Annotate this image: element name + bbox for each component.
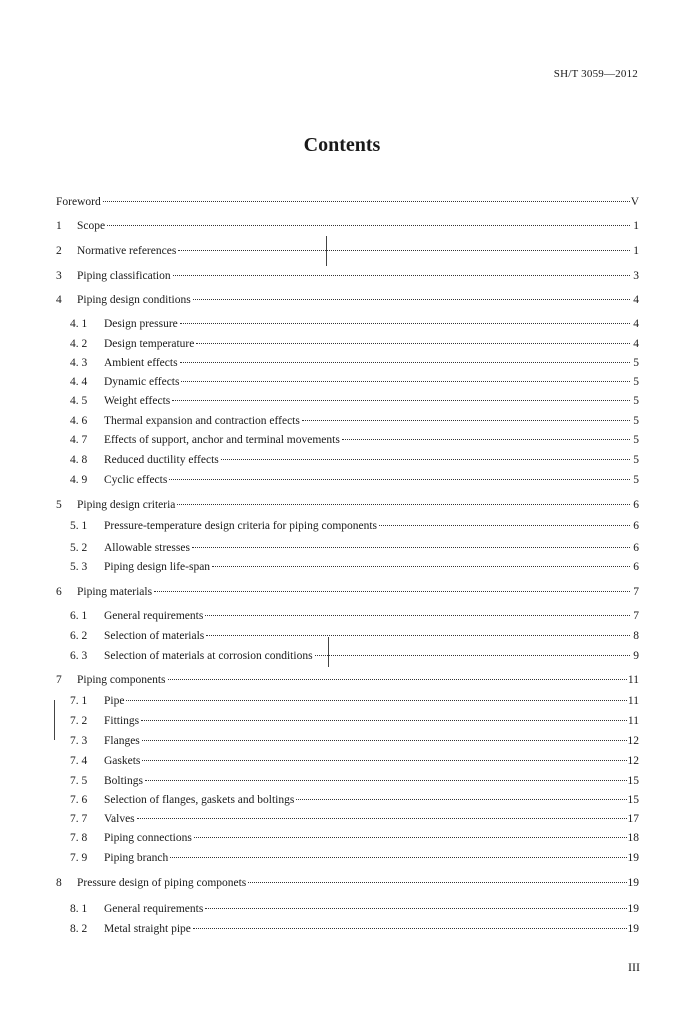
toc-entry-page: 3: [633, 270, 639, 282]
toc-entry-label: Piping design life-span: [104, 561, 211, 573]
toc-entry-page: 6: [633, 542, 639, 554]
toc-entry-page: 5: [633, 415, 639, 427]
dot-leader: [103, 201, 630, 202]
toc-entry-number: 6. 3: [70, 650, 88, 662]
toc-entry-page: 8: [633, 630, 639, 642]
toc-entry[interactable]: [70, 850, 639, 866]
toc-entry-label: Piping design conditions: [77, 294, 191, 306]
toc-entry-page: 5: [633, 474, 639, 486]
dot-leader: [205, 615, 630, 616]
toc-entry-number: 6. 2: [70, 630, 88, 642]
toc-entry[interactable]: [56, 268, 639, 284]
toc-entry-page: 1: [633, 220, 639, 232]
toc-entry-page: 6: [633, 561, 639, 573]
toc-entry-number: 7. 4: [70, 755, 88, 767]
toc-entry-label: Boltings: [104, 775, 143, 787]
toc-entry[interactable]: [70, 693, 639, 709]
toc-entry-label: Pipe: [104, 695, 125, 707]
toc-entry[interactable]: [56, 218, 639, 234]
toc-entry[interactable]: [70, 773, 639, 789]
toc-entry[interactable]: [70, 518, 639, 534]
toc-entry-page: 18: [627, 832, 639, 844]
toc-entry-page: 19: [627, 903, 639, 915]
toc-entry-page: 4: [633, 318, 639, 330]
toc-entry-number: 7. 1: [70, 695, 88, 707]
toc-entry-number: 7. 8: [70, 832, 88, 844]
dot-leader: [296, 799, 626, 800]
dot-leader: [180, 323, 630, 324]
dot-leader: [302, 420, 630, 421]
toc-entry-page: 19: [627, 877, 639, 889]
toc-entry[interactable]: [56, 672, 639, 688]
toc-entry-page: 19: [627, 923, 639, 935]
toc-entry-label: Valves: [104, 813, 135, 825]
toc-entry[interactable]: [70, 472, 639, 488]
toc-entry-page: 11: [627, 695, 639, 707]
toc-entry-page: 11: [627, 715, 639, 727]
toc-entry[interactable]: [56, 194, 639, 210]
dot-leader: [193, 299, 630, 300]
toc-entry-page: 11: [627, 674, 639, 686]
toc-entry[interactable]: [70, 608, 639, 624]
toc-entry-number: 7. 6: [70, 794, 88, 806]
toc-entry[interactable]: [70, 316, 639, 332]
toc-entry-label: Piping design criteria: [77, 499, 176, 511]
dot-leader: [196, 343, 630, 344]
page-title: Contents: [303, 134, 381, 156]
dot-leader: [141, 720, 627, 721]
dot-leader: [193, 928, 627, 929]
page-folio: III: [628, 960, 640, 974]
dot-leader: [315, 655, 630, 656]
toc-entry-label: Pressure design of piping componets: [77, 877, 247, 889]
toc-entry-label: Normative references: [77, 245, 177, 257]
dot-leader: [126, 700, 626, 701]
dot-leader: [192, 547, 630, 548]
dot-leader: [205, 908, 626, 909]
dot-leader: [180, 362, 630, 363]
toc-entry[interactable]: [70, 648, 639, 664]
toc-entry-number: 7. 7: [70, 813, 88, 825]
dot-leader: [107, 225, 630, 226]
dot-leader: [177, 504, 630, 505]
dot-leader: [178, 250, 630, 251]
toc-entry-page: 15: [627, 775, 639, 787]
dot-leader: [173, 275, 630, 276]
toc-entry[interactable]: [70, 753, 639, 769]
toc-entry-label: Reduced ductility effects: [104, 454, 219, 466]
scan-artifact-line: [326, 236, 327, 266]
dot-leader: [142, 760, 626, 761]
toc-entry-number: 7. 3: [70, 735, 88, 747]
dot-leader: [172, 400, 630, 401]
toc-entry-number: 4. 1: [70, 318, 88, 330]
toc-entry-page: 1: [633, 245, 639, 257]
dot-leader: [342, 439, 630, 440]
dot-leader: [181, 381, 630, 382]
toc-entry[interactable]: [70, 733, 639, 749]
dot-leader: [137, 818, 627, 819]
standard-number: SH/T 3059—2012: [553, 68, 638, 80]
toc-entry-page: 5: [633, 357, 639, 369]
toc-entry-number: 2: [56, 245, 62, 257]
toc-entry[interactable]: [70, 540, 639, 556]
toc-entry-page: 5: [633, 376, 639, 388]
toc-entry[interactable]: [70, 830, 639, 846]
toc-entry-page: 5: [633, 454, 639, 466]
toc-entry-label: Flanges: [104, 735, 140, 747]
dot-leader: [221, 459, 630, 460]
toc-entry-number: 1: [56, 220, 62, 232]
toc-entry-page: 7: [633, 610, 639, 622]
toc-entry-number: 5. 2: [70, 542, 88, 554]
toc-entry-number: 4. 4: [70, 376, 88, 388]
toc-entry-number: 4. 7: [70, 434, 88, 446]
toc-entry-number: 6. 1: [70, 610, 88, 622]
toc-entry-label: General requirements: [104, 903, 204, 915]
dot-leader: [194, 837, 627, 838]
toc-entry[interactable]: [70, 921, 639, 937]
toc-entry[interactable]: [70, 355, 639, 371]
toc-entry-label: Selection of materials at corrosion conditions: [104, 650, 313, 662]
toc-entry-page: 19: [627, 852, 639, 864]
toc-entry-page: 7: [633, 586, 639, 598]
toc-entry-label: Ambient effects: [104, 357, 178, 369]
toc-entry-label: General requirements: [104, 610, 204, 622]
toc-entry-number: 4: [56, 294, 62, 306]
toc-entry[interactable]: [70, 901, 639, 917]
toc-entry[interactable]: [70, 559, 639, 575]
toc-entry-page: 6: [633, 499, 639, 511]
toc-entry-number: 4. 6: [70, 415, 88, 427]
toc-entry-page: 17: [627, 813, 639, 825]
toc-entry-label: Dynamic effects: [104, 376, 180, 388]
toc-entry-number: 6: [56, 586, 62, 598]
toc-entry[interactable]: [70, 374, 639, 390]
toc-entry[interactable]: [56, 292, 639, 308]
dot-leader: [206, 635, 630, 636]
toc-entry-number: 7. 9: [70, 852, 88, 864]
dot-leader: [145, 780, 627, 781]
toc-entry-number: 4. 9: [70, 474, 88, 486]
toc-entry-number: 8: [56, 877, 62, 889]
toc-entry-label: Thermal expansion and contraction effects: [104, 415, 300, 427]
toc-entry-label: Scope: [77, 220, 106, 232]
toc-entry-page: 6: [633, 520, 639, 532]
dot-leader: [170, 857, 626, 858]
toc-entry-number: 8. 1: [70, 903, 88, 915]
toc-entry-number: 3: [56, 270, 62, 282]
dot-leader: [168, 679, 627, 680]
toc-entry[interactable]: [70, 393, 639, 409]
toc-entry-label: Piping branch: [104, 852, 169, 864]
toc-entry-label: Fittings: [104, 715, 140, 727]
toc-entry[interactable]: [70, 336, 639, 352]
toc-entry-number: 8. 2: [70, 923, 88, 935]
toc-entry-page: 12: [627, 735, 639, 747]
toc-entry-number: 7. 5: [70, 775, 88, 787]
toc-entry-label: Weight effects: [104, 395, 171, 407]
toc-entry-label: Allowable stresses: [104, 542, 190, 554]
toc-entry-number: 7: [56, 674, 62, 686]
toc-entry-page: V: [630, 196, 639, 208]
toc-entry-page: 5: [633, 434, 639, 446]
toc-entry[interactable]: [70, 413, 639, 429]
toc-entry-page: 9: [633, 650, 639, 662]
toc-entry[interactable]: [70, 628, 639, 644]
toc-entry-label: Pressure-temperature design criteria for piping components: [104, 520, 378, 532]
dot-leader: [142, 740, 627, 741]
toc-entry-label: Selection of flanges, gaskets and boltings: [104, 794, 295, 806]
toc-entry-label: Gaskets: [104, 755, 141, 767]
toc-entry-number: 4. 8: [70, 454, 88, 466]
toc-entry-number: 5. 1: [70, 520, 88, 532]
toc-entry-page: 4: [633, 338, 639, 350]
toc-entry[interactable]: [70, 811, 639, 827]
toc-entry-label: Piping components: [77, 674, 166, 686]
toc-entry-page: 15: [627, 794, 639, 806]
toc-entry-number: 4. 5: [70, 395, 88, 407]
dot-leader: [154, 591, 630, 592]
toc-entry[interactable]: [70, 452, 639, 468]
dot-leader: [212, 566, 630, 567]
scan-artifact-line: [328, 637, 329, 667]
toc-entry[interactable]: [56, 243, 639, 259]
toc-entry-label: Piping classification: [77, 270, 171, 282]
toc-entry-page: 12: [627, 755, 639, 767]
toc-entry[interactable]: [70, 432, 639, 448]
toc-entry[interactable]: [70, 713, 639, 729]
toc-entry-number: 7. 2: [70, 715, 88, 727]
toc-entry-number: 5. 3: [70, 561, 88, 573]
toc-entry-number: 5: [56, 499, 62, 511]
toc-entry-label: Piping materials: [77, 586, 153, 598]
toc-entry-page: 5: [633, 395, 639, 407]
toc-entry-number: 4. 3: [70, 357, 88, 369]
toc-entry-label: Foreword: [56, 196, 101, 208]
toc-entry[interactable]: [70, 792, 639, 808]
dot-leader: [169, 479, 630, 480]
toc-entry-label: Design temperature: [104, 338, 195, 350]
toc-entry-label: Cyclic effects: [104, 474, 168, 486]
toc-entry-label: Piping connections: [104, 832, 192, 844]
toc-entry[interactable]: [56, 875, 639, 891]
toc-entry[interactable]: [56, 584, 639, 600]
toc-entry-page: 4: [633, 294, 639, 306]
toc-entry-label: Selection of materials: [104, 630, 205, 642]
toc-entry-label: Design pressure: [104, 318, 178, 330]
dot-leader: [379, 525, 630, 526]
toc-entry[interactable]: [56, 497, 639, 513]
dot-leader: [248, 882, 626, 883]
toc-entry-label: Effects of support, anchor and terminal movements: [104, 434, 340, 446]
scan-artifact-line: [54, 700, 55, 740]
toc-entry-number: 4. 2: [70, 338, 88, 350]
toc-entry-label: Metal straight pipe: [104, 923, 191, 935]
